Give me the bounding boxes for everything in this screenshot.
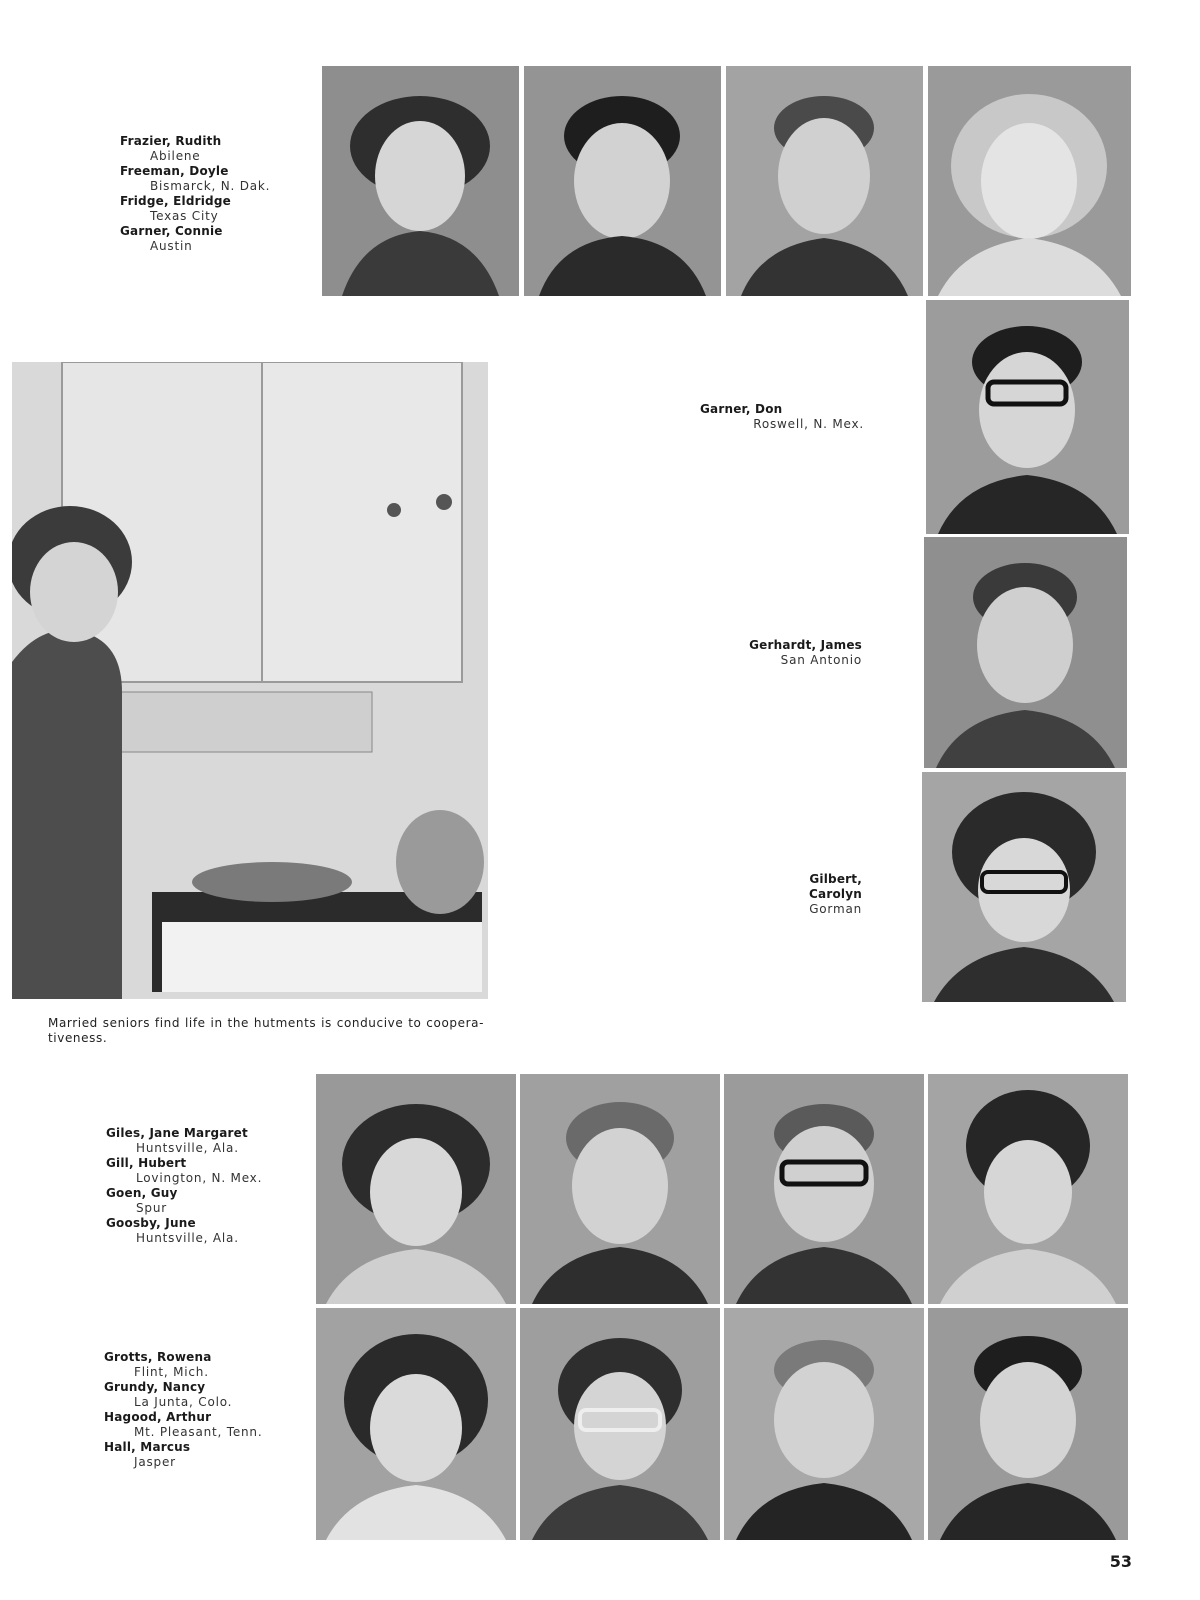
candid-illustration: [12, 362, 488, 999]
portrait-photo: [724, 1074, 924, 1304]
student-name: Gilbert, Carolyn: [809, 872, 862, 901]
student-name: Grundy, Nancy: [104, 1380, 206, 1394]
portrait-silhouette: [520, 1308, 720, 1540]
portrait-silhouette: [724, 1308, 924, 1540]
name-list-row-2: [106, 1126, 262, 1246]
student-name: Gerhardt, James: [749, 638, 862, 652]
student-hometown: Jasper: [134, 1455, 176, 1469]
student-hometown: Texas City: [150, 209, 219, 223]
name-list-row-3: [104, 1350, 262, 1470]
student-hometown: Spur: [136, 1201, 167, 1215]
student-name: Freeman, Doyle: [120, 164, 229, 178]
portrait-silhouette: [520, 1074, 720, 1304]
portrait-photo: [928, 66, 1131, 296]
student-name: Hagood, Arthur: [104, 1410, 212, 1424]
portrait-photo: [520, 1308, 720, 1540]
student-hometown: Mt. Pleasant, Tenn.: [134, 1425, 263, 1439]
student-hometown: Huntsville, Ala.: [136, 1141, 239, 1155]
portrait-silhouette: [922, 772, 1126, 1002]
portrait-photo: [316, 1308, 516, 1540]
portrait-silhouette: [322, 66, 519, 296]
student-name: Garner, Don: [700, 402, 783, 416]
student-hometown: Austin: [150, 239, 193, 253]
student-hometown: Flint, Mich.: [134, 1365, 209, 1379]
student-hometown: Huntsville, Ala.: [136, 1231, 239, 1245]
student-hometown: Abilene: [150, 149, 201, 163]
student-name: Fridge, Eldridge: [120, 194, 231, 208]
student-name: Grotts, Rowena: [104, 1350, 212, 1364]
student-name: Goen, Guy: [106, 1186, 178, 1200]
student-name: Gill, Hubert: [106, 1156, 187, 1170]
student-hometown: La Junta, Colo.: [134, 1395, 233, 1409]
portrait-photo: [322, 66, 519, 296]
portrait-silhouette: [928, 1074, 1128, 1304]
name-list-row-1: [120, 134, 270, 254]
portrait-photo: [924, 537, 1127, 768]
portrait-photo: [926, 300, 1129, 534]
student-hometown: Roswell, N. Mex.: [753, 417, 864, 431]
portrait-photo: [724, 1308, 924, 1540]
student-hometown: Gorman: [809, 902, 862, 916]
portrait-silhouette: [928, 66, 1131, 296]
student-name: Garner, Connie: [120, 224, 223, 238]
student-name: Giles, Jane Margaret: [106, 1126, 248, 1140]
student-hometown: San Antonio: [780, 653, 862, 667]
portrait-photo: [316, 1074, 516, 1304]
portrait-photo: [524, 66, 721, 296]
student-hometown: Bismarck, N. Dak.: [150, 179, 271, 193]
portrait-photo: [928, 1308, 1128, 1540]
portrait-photo: [922, 772, 1126, 1002]
name-list-right-1: [700, 402, 864, 432]
student-name: Frazier, Rudith: [120, 134, 222, 148]
portrait-silhouette: [926, 300, 1129, 534]
portrait-photo: [726, 66, 923, 296]
name-list-right-2: [740, 638, 862, 668]
portrait-silhouette: [924, 537, 1127, 768]
portrait-silhouette: [928, 1308, 1128, 1540]
candid-kitchen-photo: [12, 362, 488, 999]
portrait-photo: [928, 1074, 1128, 1304]
portrait-photo: [520, 1074, 720, 1304]
portrait-silhouette: [724, 1074, 924, 1304]
student-name: Goosby, June: [106, 1216, 196, 1230]
name-list-right-3: [762, 872, 862, 917]
portrait-silhouette: [316, 1074, 516, 1304]
student-hometown: Lovington, N. Mex.: [136, 1171, 263, 1185]
photo-caption: Married seniors find life in the hutments is conducive to coopera- tiveness.: [48, 1016, 484, 1045]
portrait-silhouette: [316, 1308, 516, 1540]
student-name: Hall, Marcus: [104, 1440, 191, 1454]
page-number: 53: [1109, 1552, 1132, 1571]
portrait-silhouette: [524, 66, 721, 296]
portrait-silhouette: [726, 66, 923, 296]
